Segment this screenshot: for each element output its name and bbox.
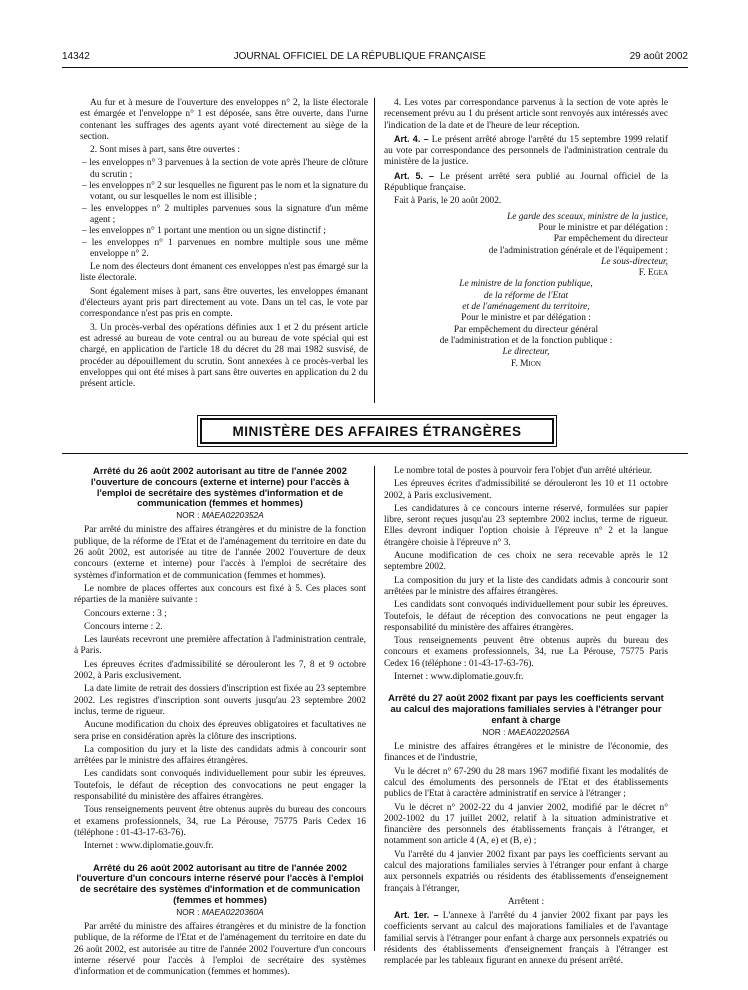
paragraph: Sont également mises à part, sans être ouvertes, les enveloppes émanant d'électeurs ayant pris part directement au vote. Dans un tel cas, le vote par correspondance n'est pas pris en compte. bbox=[80, 286, 368, 320]
paragraph: 4. Les votes par correspondance parvenus à la section de vote après le recensement prévu au 1 du présent article sont renvoyés aux intéressés avec l'indication de la date et de l'heure de leur réception. bbox=[384, 98, 669, 131]
arrete-title: Arrêté du 26 août 2002 autorisant au titre de l'année 2002 l'ouverture d'un concours interne réservé pour l'accès à l'emploi de secrétaire des systèmes d'information et de communication (femmes et hommes) bbox=[76, 861, 364, 905]
article-text: L'annexe à l'arrêté du 4 janvier 2002 fixant par pays les coefficients servant au calcul des majorations familiales et de l'avantage familial servis à l'étranger pour enfant à charge aux personnels expatriés ou résidents des établissements d'enseignement français à l'étranger est remplacée par les tableaux figurant en annexe du présent arrêté. bbox=[384, 911, 668, 967]
paragraph: Par arrêté du ministre des affaires étrangères et du ministre de la fonction publique, de la réforme de l'Etat et de l'aménagement du territoire en date du 26 août 2002, est autorisée au titre de l'année 2002 l'ouverture d'un concours interne réservé pour l'accès à l'emploi de secrétaire des systèmes d'information et de communication (femmes et hommes). bbox=[74, 921, 366, 978]
list-item: – les enveloppes n° 1 parvenues en nombre multiple sous une même enveloppe n° 2. bbox=[80, 238, 368, 261]
paragraph: La composition du jury et la liste des candidats admis à concourir sont arrêtées par le ministre des affaires étrangères. bbox=[384, 575, 668, 597]
paragraph: Tous renseignements peuvent être obtenus auprès du bureau des concours et examens professionnels, 34, rue La Pérouse, 75775 Paris Cedex 16 (téléphone : 01-43-17-63-76). bbox=[74, 805, 366, 838]
page-number: 14342 bbox=[62, 50, 90, 62]
list-item: – les enveloppes n° 1 portant une mention ou un signe distinctif ; bbox=[80, 226, 368, 237]
signing-place-date: Fait à Paris, le 20 août 2002. bbox=[394, 196, 502, 207]
arrete-title: Arrêté du 26 août 2002 autorisant au titre de l'année 2002 l'ouverture de concours (externe et interne) pour l'accès à l'emploi de secrétaire des systèmes d'information et de communication (femmes et hommes) bbox=[90, 465, 350, 509]
paragraph: Les candidats sont convoqués individuellement pour subir les épreuves. Toutefois, le défaut de réception des convocations ne peut engager la responsabilité du ministère des affaires étrangères. bbox=[384, 600, 668, 633]
paragraph: Vu le décret n° 2002-22 du 4 janvier 2002, modifié par le décret n° 2002-1002 du 17 juillet 2002, relatif à la situation administrative et financière des personnels des établissements français à l'étranger, et notamment son article 4 (A, e) et (B, e) ; bbox=[384, 802, 668, 847]
nor-code: MAEA0220256A bbox=[507, 726, 570, 737]
journal-title: JOURNAL OFFICIEL DE LA RÉPUBLIQUE FRANÇAISE bbox=[233, 50, 486, 62]
nor-reference: NOR : MAEA0220352A bbox=[176, 510, 264, 521]
top-right-column bbox=[384, 98, 668, 370]
bottom-column-divider bbox=[374, 466, 375, 951]
article-label: Art. 4. – bbox=[394, 133, 429, 144]
signature-block-justice bbox=[384, 212, 668, 280]
paragraph: Tous renseignements peuvent être obtenus auprès du bureau des concours et examens professionnels, 34, rue La Pérouse, 75775 Paris Cedex 16 (téléphone : 01-43-17-63-76). bbox=[384, 636, 668, 669]
header-rule bbox=[62, 67, 688, 68]
paragraph: Le nom des électeurs dont émanent ces enveloppes n'est pas émargé sur la liste électorale. bbox=[80, 262, 368, 284]
arretent-heading: Arrêtent : bbox=[507, 896, 545, 907]
article-text: Le présent arrêté abroge l'arrêté du 15 septembre 1999 relatif au vote par correspondance des personnels de l'administration centrale du ministère de la justice. bbox=[384, 134, 668, 168]
signature-line: Par empêchement du directeur bbox=[553, 234, 668, 245]
paragraph: Vu le décret n° 67-290 du 28 mars 1967 modifié fixant les modalités de calcul des émoluments des personnels de l'Etat et des établissements publics de l'Etat à caractère administratif en service à l'étranger ; bbox=[384, 766, 668, 800]
paragraph: Aucune modification de ces choix ne sera recevable après le 12 septembre 2002. bbox=[384, 551, 668, 573]
list-item: – les enveloppes n° 3 parvenues à la section de vote après l'heure de clôture du scrutin ; bbox=[80, 158, 368, 181]
paragraph: La date limite de retrait des dossiers d'inscription est fixée au 23 septembre 2002. Les registres d'inscription sont ouverts jusqu'au 23 septembre 2002 inclus, terme de rigueur. bbox=[74, 684, 366, 717]
paragraph: Les épreuves écrites d'admissibilité se dérouleront les 10 et 11 octobre 2002, à Paris exclusivement. bbox=[384, 479, 668, 501]
signature-line: Le directeur, bbox=[502, 347, 550, 358]
paragraph: Les épreuves écrites d'admissibilité se dérouleront les 7, 8 et 9 octobre 2002, à Paris exclusivement. bbox=[74, 659, 366, 682]
bottom-left-column bbox=[74, 466, 366, 980]
signatory-name: F. Egea bbox=[638, 268, 668, 279]
signature-line: de l'administration générale et de l'équipement : bbox=[488, 245, 668, 256]
bottom-right-column bbox=[384, 466, 668, 970]
signature-line: Le ministre de la fonction publique, bbox=[459, 279, 593, 290]
article-1 bbox=[384, 910, 668, 967]
arrete-title: Arrêté du 27 août 2002 fixant par pays les coefficients servant au calcul des majorations familiales servies à l'étranger pour enfant à charge bbox=[388, 692, 664, 725]
paragraph: Aucune modification du choix des épreuves obligatoires et facultatives ne sera prise en considération après la clôture des inscriptions. bbox=[74, 720, 366, 742]
paragraph: Au fur et à mesure de l'ouverture des enveloppes n° 2, la liste électorale est émargée et l'enveloppe n° 1 est déposée, sans être ouverte, dans l'urne contenant les suffrages des agents ayant voté directement au siège de la section. bbox=[80, 98, 368, 142]
signature-line: de l'administration et de la fonction publique : bbox=[439, 335, 613, 346]
signature-block-fonction-publique bbox=[384, 279, 668, 369]
signature-line: de la réforme de l'Etat bbox=[483, 290, 569, 301]
signature-line: Pour le ministre et par délégation : bbox=[461, 313, 591, 324]
nor-reference: NOR : MAEA0220360A bbox=[176, 906, 264, 917]
paragraph: Le nombre total de postes à pourvoir fera l'objet d'un arrêté ultérieur. bbox=[394, 466, 652, 476]
signature-line: Le sous-directeur, bbox=[601, 256, 668, 267]
nor-code: MAEA0220352A bbox=[201, 510, 264, 521]
signatory-name: F. Mion bbox=[511, 358, 541, 369]
paragraph: Vu l'arrêté du 4 janvier 2002 fixant par pays les coefficients servant au calcul des majorations familiales servies à l'étranger pour enfant à charge aux personnels expatriés ou résidents des établissements d'enseignement français à l'étranger, bbox=[384, 849, 668, 894]
article-4 bbox=[384, 134, 668, 169]
paragraph: Par arrêté du ministre des affaires étrangères et du ministre de la fonction publique, de la réforme de l'Etat et de l'aménagement du territoire en date du 26 août 2002, est autorisée au titre de l'année 2002 l'ouverture de deux concours (externe et interne) pour l'accès à l'emploi de secrétaire des systèmes d'information et de communication (femmes et hommes). bbox=[74, 525, 366, 581]
top-left-column bbox=[80, 98, 368, 392]
paragraph: Les candidatures à ce concours interne réservé, formulées sur papier libre, seront reçues jusqu'au 23 septembre 2002 inclus, terme de rigueur. Elles devront indiquer l'option choisie à l'épreuve n° 2 et la langue étrangère choisie à l'épreuve n° 3. bbox=[384, 503, 668, 548]
list-item: – les enveloppes n° 2 sur lesquelles ne figurent pas le nom et la signature du votant, ou sur lesquelles le nom est illisible ; bbox=[80, 181, 368, 204]
paragraph: 2. Sont mises à part, sans être ouvertes : bbox=[90, 145, 240, 156]
signature-line: Le garde des sceaux, ministre de la justice, bbox=[507, 211, 668, 222]
issue-date: 29 août 2002 bbox=[629, 50, 688, 62]
paragraph: Le ministre des affaires étrangères et le ministre de l'économie, des finances et de l'industrie, bbox=[384, 742, 668, 764]
article-text: Le présent arrêté sera publié au Journal officiel de la République française. bbox=[384, 171, 669, 194]
page-header bbox=[62, 48, 688, 64]
nor-reference: NOR : MAEA0220256A bbox=[482, 726, 570, 737]
signature-line: Pour le ministre et par délégation : bbox=[538, 222, 668, 233]
paragraph: Les lauréats recevront une première affectation à l'administration centrale, à Paris. bbox=[74, 635, 366, 657]
nor-code: MAEA0220360A bbox=[201, 906, 264, 917]
paragraph: Les candidats sont convoqués individuellement pour subir les épreuves. Toutefois, le défaut de réception des convocations ne peut engager la responsabilité du ministère des affaires étrangères. bbox=[74, 769, 366, 803]
signature-line: et de l'aménagement du territoire, bbox=[462, 302, 590, 313]
article-5 bbox=[384, 171, 668, 195]
article-label: Art. 1er. – bbox=[394, 910, 439, 921]
ministry-heading: MINISTÈRE DES AFFAIRES ÉTRANGÈRES bbox=[200, 418, 554, 444]
article-label: Art. 5. – bbox=[394, 170, 434, 181]
paragraph: Concours interne : 2. bbox=[84, 621, 163, 632]
paragraph: 3. Un procès-verbal des opérations définies aux 1 et 2 du présent article est adressé au bureau de vote central ou au bureau de vote spécial qui est chargé, en application de l'article 18 du décret du 28 mai 1982 susvisé, de procéder au dépouillement du scrutin. Sont annexées à ce procès-verbal les enveloppes qui ont été mises à part sans être ouvertes en application du 2 du présent article. bbox=[80, 322, 368, 390]
top-column-divider bbox=[374, 98, 375, 403]
paragraph: Le nombre de places offertes aux concours est fixé à 5. Ces places sont réparties de la manière suivante : bbox=[74, 583, 366, 606]
paragraph: Internet : www.diplomatie.gouv.fr. bbox=[394, 672, 524, 683]
paragraph: La composition du jury et la liste des candidats admis à concourir sont arrêtées par le ministre des affaires étrangères. bbox=[74, 744, 366, 767]
paragraph: Concours externe : 3 ; bbox=[84, 608, 167, 619]
section-rule bbox=[62, 453, 688, 454]
paragraph: Internet : www.diplomatie.gouv.fr. bbox=[84, 841, 214, 852]
list-item: – les enveloppes n° 2 multiples parvenues sous la signature d'un même agent ; bbox=[80, 204, 368, 227]
excluded-envelopes-list bbox=[80, 158, 368, 260]
signature-line: Par empêchement du directeur général bbox=[453, 324, 599, 335]
